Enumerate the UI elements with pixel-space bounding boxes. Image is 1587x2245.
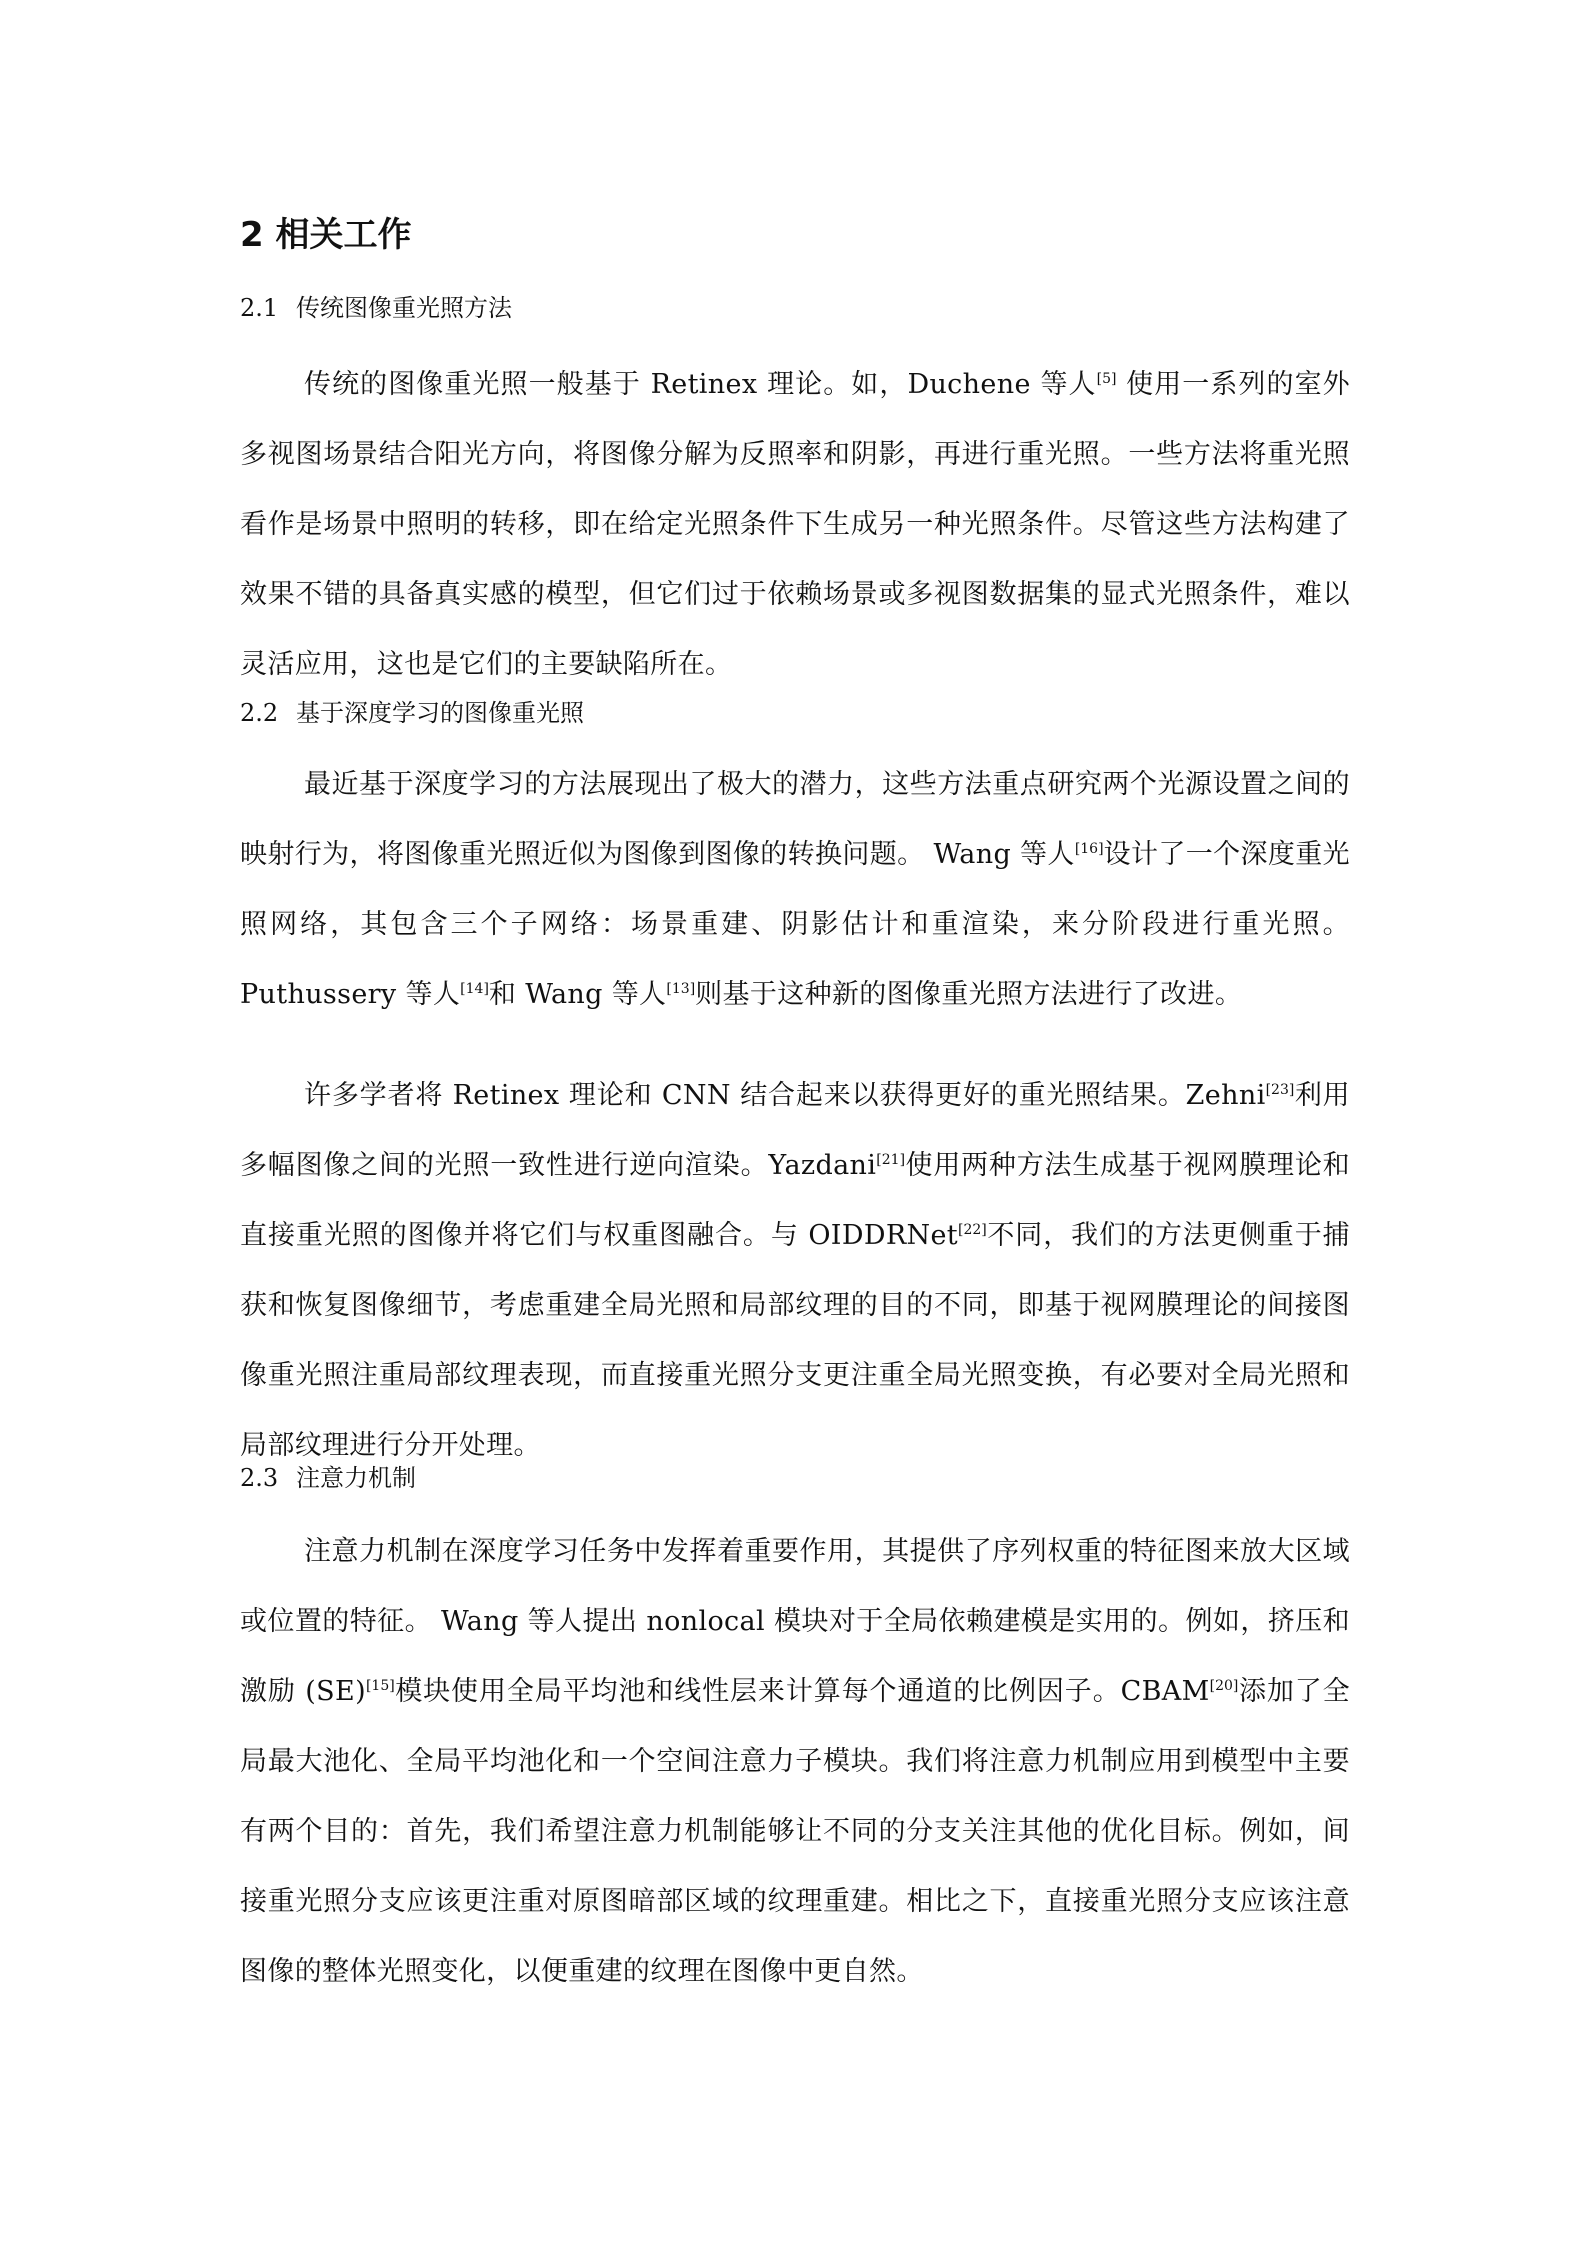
section-title: 基于深度学习的图像重光照	[296, 699, 584, 727]
section-heading-2-3	[240, 1453, 416, 1503]
citation-ref: [14]	[460, 981, 489, 997]
paragraph: 最近基于深度学习的方法展现出了极大的潜力，这些方法重点研究两个光源设置之间的映射行为，将图像重光照近似为图像到图像的转换问题。 Wang 等人[16]设计了一个深度重光照网络，其包含三个子网络：场景重建、阴影估计和重渲染，来分阶段进行重光照。Puthussery 等人[14]和 Wang 等人[13]则基于这种新的图像重光照方法进行了改进。	[240, 769, 1350, 1010]
citation-ref: [16]	[1074, 841, 1104, 857]
paragraph: 传统的图像重光照一般基于 Retinex 理论。如，Duchene 等人[5] 使用一系列的室外多视图场景结合阳光方向，将图像分解为反照率和阴影，再进行重光照。一些方法将重光照看作是场景中照明的转移，即在给定光照条件下生成另一种光照条件。尽管这些方法构建了效果不错的具备真实感的模型，但它们过于依赖场景或多视图数据集的显式光照条件，难以灵活应用，这也是它们的主要缺陷所在。	[240, 369, 1350, 680]
section-number: 2.2	[240, 699, 279, 727]
chapter-heading: 2 相关工作	[240, 215, 412, 255]
citation-ref: [5]	[1096, 371, 1117, 387]
citation-ref: [21]	[876, 1152, 906, 1168]
citation-ref: [23]	[1265, 1082, 1295, 1098]
citation-ref: [13]	[666, 981, 696, 997]
section-number: 2.3	[240, 1464, 279, 1492]
paragraph: 许多学者将 Retinex 理论和 CNN 结合起来以获得更好的重光照结果。Zehni[23]利用多幅图像之间的光照一致性进行逆向渲染。Yazdani[21]使用两种方法生成基于视网膜理论和直接重光照的图像并将它们与权重图融合。与 OIDDRNet[22]不同，我们的方法更侧重于捕获和恢复图像细节，考虑重建全局光照和局部纹理的目的不同，即基于视网膜理论的间接图像重光照注重局部纹理表现，而直接重光照分支更注重全局光照变换，有必要对全局光照和局部纹理进行分开处理。	[240, 1080, 1351, 1461]
paragraph: 注意力机制在深度学习任务中发挥着重要作用，其提供了序列权重的特征图来放大区域或位置的特征。 Wang 等人提出 nonlocal 模块对于全局依赖建模是实用的。例如，挤压和激励 (SE)[15]模块使用全局平均池和线性层来计算每个通道的比例因子。CBAM[20]添加了全局最大池化、全局平均池化和一个空间注意力子模块。我们将注意力机制应用到模型中主要有两个目的：首先，我们希望注意力机制能够让不同的分支关注其他的优化目标。例如，间接重光照分支应该更注重对原图暗部区域的纹理重建。相比之下，直接重光照分支应该注意图像的整体光照变化，以便重建的纹理在图像中更自然。	[240, 1536, 1350, 1987]
section-title: 传统图像重光照方法	[296, 294, 512, 322]
citation-ref: [15]	[365, 1678, 395, 1694]
citation-ref: [22]	[958, 1222, 987, 1238]
section-heading-2-2	[240, 688, 584, 738]
section-heading-2-1	[240, 283, 512, 333]
section-number: 2.1	[240, 294, 279, 322]
citation-ref: [20]	[1209, 1678, 1239, 1694]
section-title: 注意力机制	[296, 1464, 416, 1492]
